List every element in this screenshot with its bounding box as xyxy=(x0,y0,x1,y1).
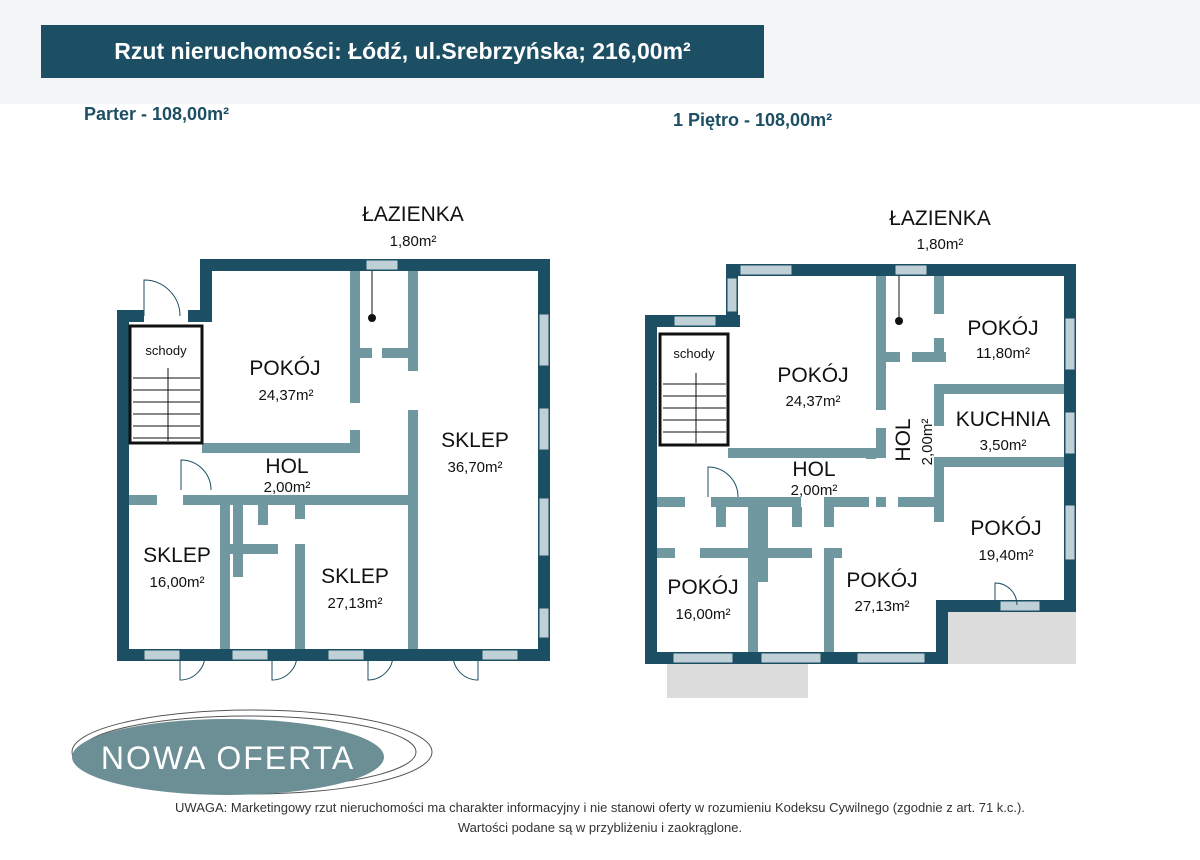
ff-room-left-name: POKÓJ xyxy=(667,576,739,599)
ff-room-mid-area: 27,13m² xyxy=(854,598,910,615)
disclaimer-line-1: UWAGA: Marketingowy rzut nieruchomości ma charakter informacyjny i nie stanowi oferty w rozumieniu Kodeksu Cywilnego (zgodnie z art. 71 k.c.). xyxy=(175,800,1025,815)
ff-hall-side-name: HOL xyxy=(892,418,915,462)
ground-floor-title: Parter - 108,00m² xyxy=(84,104,230,124)
ground-bathroom-marker xyxy=(368,314,376,322)
gf-shop-large-name: SKLEP xyxy=(441,429,509,452)
ff-bathroom-area: 1,80m² xyxy=(916,236,964,253)
gf-shop-mid-name: SKLEP xyxy=(321,565,389,588)
gf-stairs-label: schody xyxy=(145,343,187,358)
ff-hall-main-name: HOL xyxy=(792,458,836,481)
ff-hall-main-area: 2,00m² xyxy=(790,482,838,499)
disclaimer xyxy=(0,798,1200,838)
ff-room-right-area: 19,40m² xyxy=(978,547,1034,564)
badge-text: NOWA OFERTA xyxy=(100,740,356,776)
gf-bathroom-name: ŁAZIENKA xyxy=(362,203,464,226)
ff-room-small-name: POKÓJ xyxy=(967,317,1039,340)
ff-room-main-name: POKÓJ xyxy=(777,364,849,387)
new-offer-badge xyxy=(72,710,432,795)
ff-stairs-label: schody xyxy=(673,346,715,361)
ff-kitchen-area: 3,50m² xyxy=(979,437,1027,454)
gf-shop-large-area: 36,70m² xyxy=(447,459,503,476)
terrace-right xyxy=(946,612,1076,664)
gf-room-name: POKÓJ xyxy=(249,357,321,380)
disclaimer-line-2: Wartości podane są w przybliżeniu i zaokrąglone. xyxy=(457,820,743,835)
ff-room-left-area: 16,00m² xyxy=(675,606,731,623)
ff-room-mid-name: POKÓJ xyxy=(846,569,918,592)
gf-shop-left-name: SKLEP xyxy=(143,544,211,567)
ff-kitchen-name: KUCHNIA xyxy=(955,408,1051,431)
page-title: Rzut nieruchomości: Łódź, ul.Srebrzyńska; 216,00m² xyxy=(41,25,764,78)
gf-room-area: 24,37m² xyxy=(258,387,314,404)
gf-shop-left-area: 16,00m² xyxy=(149,574,205,591)
ff-bathroom-name: ŁAZIENKA xyxy=(889,207,991,230)
ff-room-right-name: POKÓJ xyxy=(970,517,1042,540)
ff-room-main-area: 24,37m² xyxy=(785,393,841,410)
ff-room-small-area: 11,80m² xyxy=(976,345,1030,362)
first-bathroom-marker xyxy=(895,317,903,325)
gf-hall-name: HOL xyxy=(265,455,309,478)
terrace-left xyxy=(667,664,808,698)
gf-hall-area: 2,00m² xyxy=(263,479,311,496)
first-floor-title: 1 Piętro - 108,00m² xyxy=(673,110,833,130)
gf-bathroom-area: 1,80m² xyxy=(389,233,437,250)
gf-shop-mid-area: 27,13m² xyxy=(327,595,383,612)
ff-hall-side-area: 2,00m² xyxy=(919,418,936,466)
